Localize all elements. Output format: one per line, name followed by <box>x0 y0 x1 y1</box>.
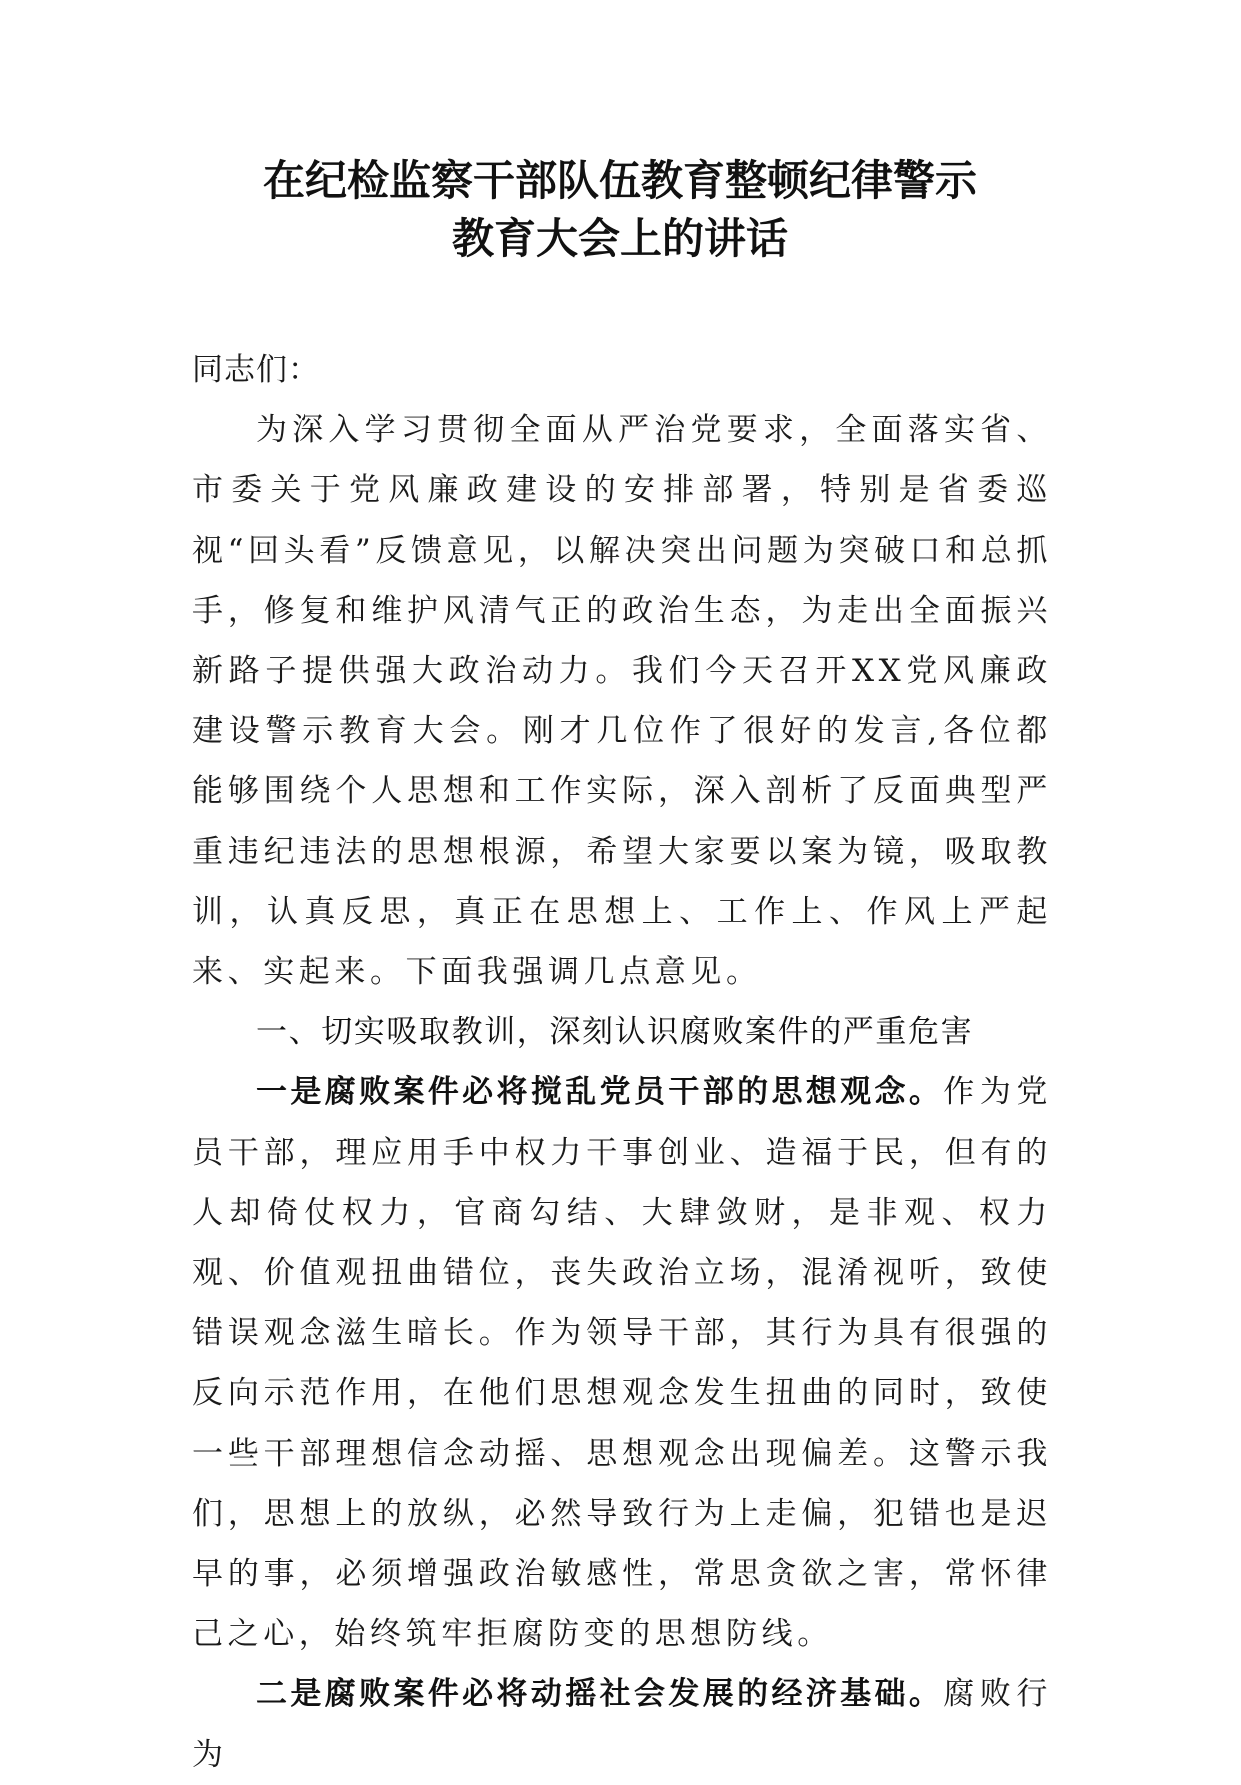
document-title-line-2: 教育大会上的讲话 <box>451 214 788 263</box>
document-body <box>192 340 1052 1785</box>
point-2-text: 腐败行为 <box>192 1676 1052 1773</box>
point-2-paragraph <box>192 1664 1052 1784</box>
document-title-line-1: 在纪检监察干部队伍教育整顿纪律警示 <box>262 156 977 205</box>
section-heading-1: 一、切实吸取教训，深刻认识腐败案件的严重危害 <box>256 1014 974 1051</box>
point-2-lead: 二是腐败案件必将动摇社会发展的经济基础。 <box>256 1676 944 1713</box>
point-1-lead: 一是腐败案件必将搅乱党员干部的思想观念。 <box>256 1074 944 1111</box>
intro-paragraph: 为深入学习贯彻全面从严治党要求，全面落实省、市委关于党风廉政建设的安排部署，特别是省委巡视“回头看”反馈意见，以解决突出问题为突破口和总抓手，修复和维护风清气正的政治生态，为走出全面振兴新路子提供强大政治动力。我们今天召开XX党风廉政建设警示教育大会。刚才几位作了很好的发言,各位都能够围绕个人思想和工作实际，深入剖析了反面典型严重违纪违法的思想根源，希望大家要以案为镜，吸取教训，认真反思，真正在思想上、工作上、作风上严起来、实起来。下面我强调几点意见。 <box>192 412 1052 991</box>
salutation: 同志们： <box>192 352 320 388</box>
point-1-paragraph <box>192 1062 1052 1664</box>
point-1-text: 作为党员干部，理应用手中权力干事创业、造福于民，但有的人却倚仗权力，官商勾结、大肆敛财，是非观、权力观、价值观扭曲错位，丧失政治立场，混淆视听，致使错误观念滋生暗长。作为领导干部，其行为具有很强的反向示范作用，在他们思想观念发生扭曲的同时，致使一些干部理想信念动摇、思想观念出现偏差。这警示我们，思想上的放纵，必然导致行为上走偏，犯错也是迟早的事，必须增强政治敏感性，常思贪欲之害，常怀律己之心，始终筑牢拒腐防变的思想防线。 <box>192 1074 1052 1653</box>
